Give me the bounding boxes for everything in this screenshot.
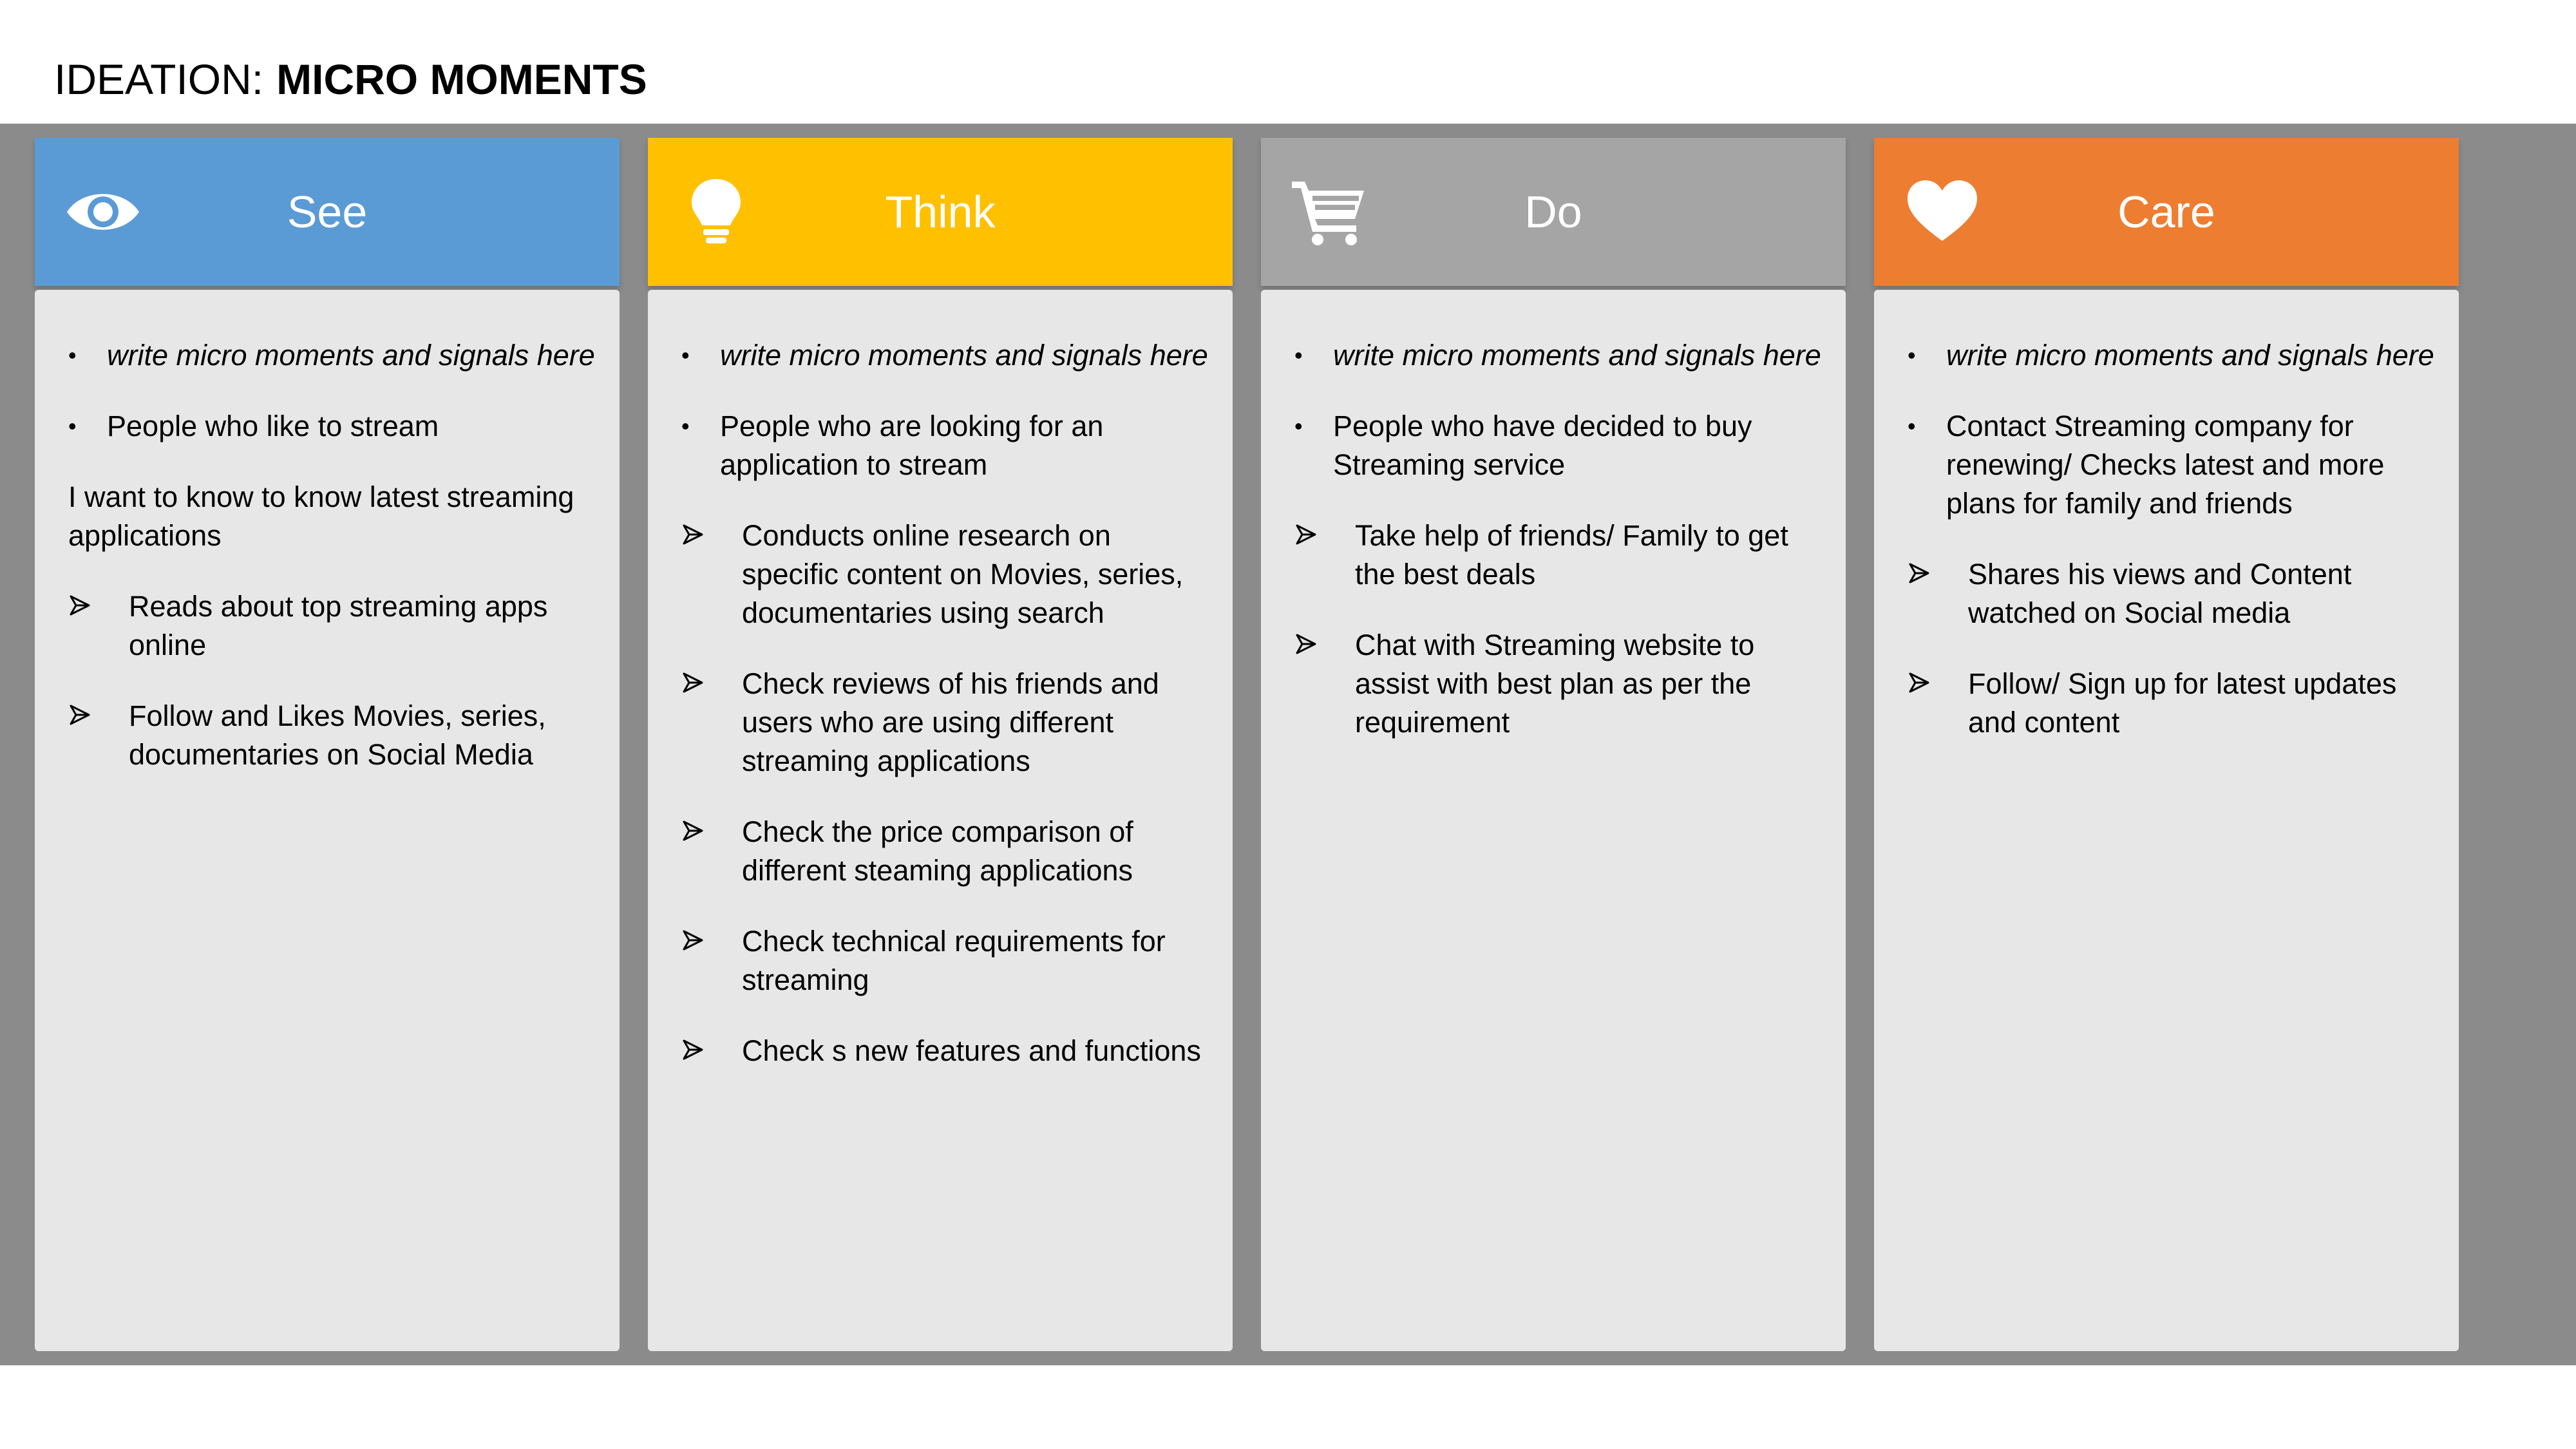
list-item-text: People who are looking for an application to stream	[720, 410, 1104, 481]
column-think	[648, 138, 1233, 1067]
bullet-marker: •	[681, 413, 690, 439]
list-item	[1908, 407, 2436, 523]
list-item-text: write micro moments and signals here	[1946, 339, 2434, 372]
arrow-bullet-icon	[1294, 516, 1318, 556]
list-item-text: Check s new features and functions	[742, 1034, 1201, 1067]
list-item	[681, 922, 1209, 999]
list-item-text: Check technical requirements for streaming	[742, 925, 1166, 996]
list-item-text: Conducts online research on specific content on Movies, series, documentaries using search	[742, 519, 1184, 629]
column-header-see	[35, 138, 620, 286]
list-item	[68, 478, 596, 555]
arrow-bullet-icon	[681, 516, 705, 556]
list-item	[1908, 336, 2436, 375]
list-item	[1294, 336, 1823, 375]
arrow-bullet-icon	[1908, 665, 1931, 704]
list-item	[68, 587, 596, 665]
list-item-text: Chat with Streaming website to assist with best plan as per the requirement	[1355, 629, 1755, 739]
list-item	[1294, 516, 1823, 594]
list-item-text: write micro moments and signals here	[720, 339, 1208, 372]
column-card-care	[1874, 290, 2459, 1351]
list-item-text: Contact Streaming company for renewing/ Checks latest and more plans for family and friends	[1946, 410, 2385, 520]
list-item	[68, 336, 596, 375]
list-item	[681, 516, 1209, 632]
list-item	[68, 407, 596, 446]
column-do	[1261, 138, 1846, 739]
bullet-marker: •	[1908, 342, 1916, 368]
list-item	[681, 665, 1209, 781]
arrow-bullet-icon	[681, 665, 705, 704]
list-item	[681, 1032, 1209, 1070]
list-item-text: People who have decided to buy Streaming service	[1333, 410, 1752, 481]
list-item-text: Take help of friends/ Family to get the best deals	[1355, 519, 1788, 591]
arrow-bullet-icon	[681, 1032, 705, 1071]
column-header-do	[1261, 138, 1846, 286]
column-items-do	[1294, 336, 1823, 774]
column-items-care	[1908, 336, 2436, 774]
arrow-bullet-icon	[68, 697, 91, 736]
list-item	[68, 697, 596, 774]
list-item	[1908, 665, 2436, 742]
column-items-see	[68, 336, 596, 806]
column-see	[35, 138, 620, 771]
bullet-marker: •	[68, 413, 77, 439]
list-item-text: Check reviews of his friends and users who are using different streaming applications	[742, 667, 1159, 777]
list-item-text: People who like to stream	[107, 410, 439, 442]
column-label-care: Care	[2117, 187, 2215, 237]
list-item-text: write micro moments and signals here	[107, 339, 595, 372]
column-card-see	[35, 290, 620, 1351]
list-item	[1908, 555, 2436, 632]
arrow-bullet-icon	[681, 813, 705, 852]
list-item	[1294, 407, 1823, 484]
column-items-think	[681, 336, 1209, 1103]
list-item	[1294, 626, 1823, 742]
column-label-see: See	[287, 187, 368, 237]
list-item-text: Follow and Likes Movies, series, documentaries on Social Media	[129, 699, 546, 771]
title-main: MICRO MOMENTS	[276, 55, 647, 103]
list-item-text: Follow/ Sign up for latest updates and content	[1968, 667, 2397, 739]
column-label-do: Do	[1524, 187, 1582, 237]
list-item-text: Shares his views and Content watched on Social media	[1968, 558, 2352, 629]
arrow-bullet-icon	[1908, 555, 1931, 594]
column-card-do	[1261, 290, 1846, 1351]
arrow-bullet-icon	[1294, 626, 1318, 665]
bullet-marker: •	[1908, 413, 1916, 439]
list-item-text: write micro moments and signals here	[1333, 339, 1821, 372]
column-header-care	[1874, 138, 2459, 286]
column-header-think	[648, 138, 1233, 286]
bullet-marker: •	[1294, 342, 1303, 368]
list-item-text: I want to know to know latest streaming applications	[68, 480, 574, 552]
page-title	[54, 55, 647, 103]
column-care	[1874, 138, 2459, 739]
column-card-think	[648, 290, 1233, 1351]
column-label-think: Think	[885, 187, 996, 237]
arrow-bullet-icon	[681, 922, 705, 961]
list-item	[681, 407, 1209, 484]
list-item-text: Check the price comparison of different steaming applications	[742, 815, 1133, 887]
list-item	[681, 336, 1209, 375]
arrow-bullet-icon	[68, 587, 91, 627]
list-item	[681, 813, 1209, 890]
bullet-marker: •	[68, 342, 77, 368]
bullet-marker: •	[1294, 413, 1303, 439]
list-item-text: Reads about top streaming apps online	[129, 590, 548, 661]
bullet-marker: •	[681, 342, 690, 368]
title-prefix: IDEATION:	[54, 55, 264, 103]
